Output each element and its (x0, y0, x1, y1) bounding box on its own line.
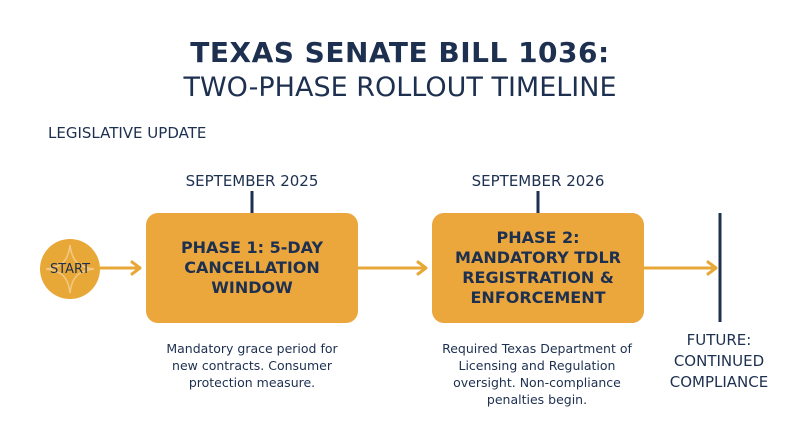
start-label: START (49, 261, 91, 277)
phase-1-title: PHASE 1: 5-DAY CANCELLATION WINDOW (180, 238, 324, 297)
phase-2-description: Required Texas Department of Licensing and Regulation oversight. Non-compliance penalties begin. (442, 341, 632, 407)
phase-1-box (146, 213, 358, 323)
milestone-date-1: SEPTEMBER 2025 (185, 172, 319, 190)
section-label: LEGISLATIVE UPDATE (48, 124, 207, 142)
page-subtitle: TWO-PHASE ROLLOUT TIMELINE (183, 72, 617, 103)
phase-2-box (432, 213, 644, 323)
future-label: FUTURE: CONTINUED COMPLIANCE (669, 331, 769, 391)
phase-1-description: Mandatory grace period for new contracts. Consumer protection measure. (166, 341, 338, 390)
phase-2-title: PHASE 2: MANDATORY TDLR REGISTRATION & ENFORCEMENT (455, 228, 621, 307)
page-title: TEXAS SENATE BILL 1036: (190, 36, 610, 69)
start-node (40, 239, 100, 299)
milestone-date-2: SEPTEMBER 2026 (471, 172, 605, 190)
